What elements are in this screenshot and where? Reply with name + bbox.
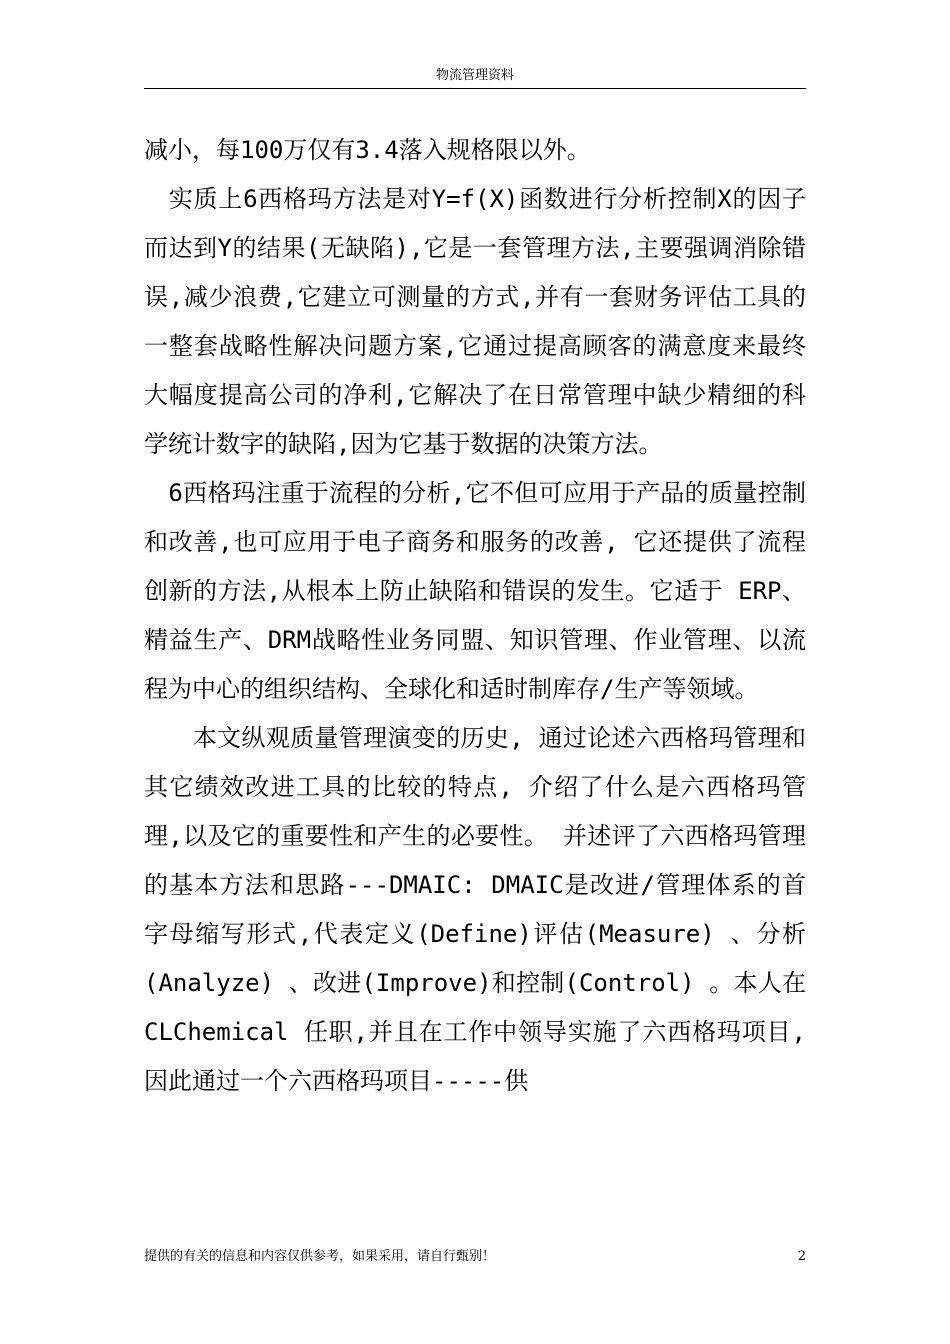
body-text xyxy=(144,126,806,1106)
page-header: 物流管理资料 xyxy=(435,68,514,83)
paragraph-4: 本文纵观质量管理演变的历史, 通过论述六西格玛管理和其它绩效改进工具的比较的特点, 介绍了什么是六西格玛管理,以及它的重要性和产生的必要性。 并述评了六西格玛管理的基本方法和思路---DMAIC: DMAIC是改进/管理体系的首字母缩写形式,代表定义(Define)评估(Measure) 、分析(Analyze) 、改进(Improve)和控制(Control) 。本人在CLChemical 任职,并且在工作中领导实施了六西格玛项目,因此通过一个六西格玛项目-----供 xyxy=(144,724,806,1095)
paragraph-2: 实质上6西格玛方法是对Y=f(X)函数进行分析控制X的因子而达到Y的结果(无缺陷),它是一套管理方法,主要强调消除错误,减少浪费,它建立可测量的方式,并有一套财务评估工具的一整套战略性解决问题方案,它通过提高顾客的满意度来最终大幅度提高公司的净利,它解决了在日常管理中缺少精细的科学统计数字的缺陷,因为它基于数据的决策方法。 xyxy=(144,185,806,458)
footer-note: 提供的有关的信息和内容仅供参考，如果采用，请自行甄别！ xyxy=(144,1249,496,1264)
paragraph-1: 减小，每100万仅有3.4落入规格限以外。 xyxy=(144,136,591,164)
paragraph-3: 6西格玛注重于流程的分析,它不但可应用于产品的质量控制和改善,也可应用于电子商务和服务的改善, 它还提供了流程创新的方法,从根本上防止缺陷和错误的发生。它适于 ERP、精益生产、DRM战略性业务同盟、知识管理、作业管理、以流程为中心的组织结构、全球化和适时制库存/生产等领域。 xyxy=(144,479,806,703)
header-rule xyxy=(144,88,806,89)
page-number: 2 xyxy=(797,1249,806,1264)
